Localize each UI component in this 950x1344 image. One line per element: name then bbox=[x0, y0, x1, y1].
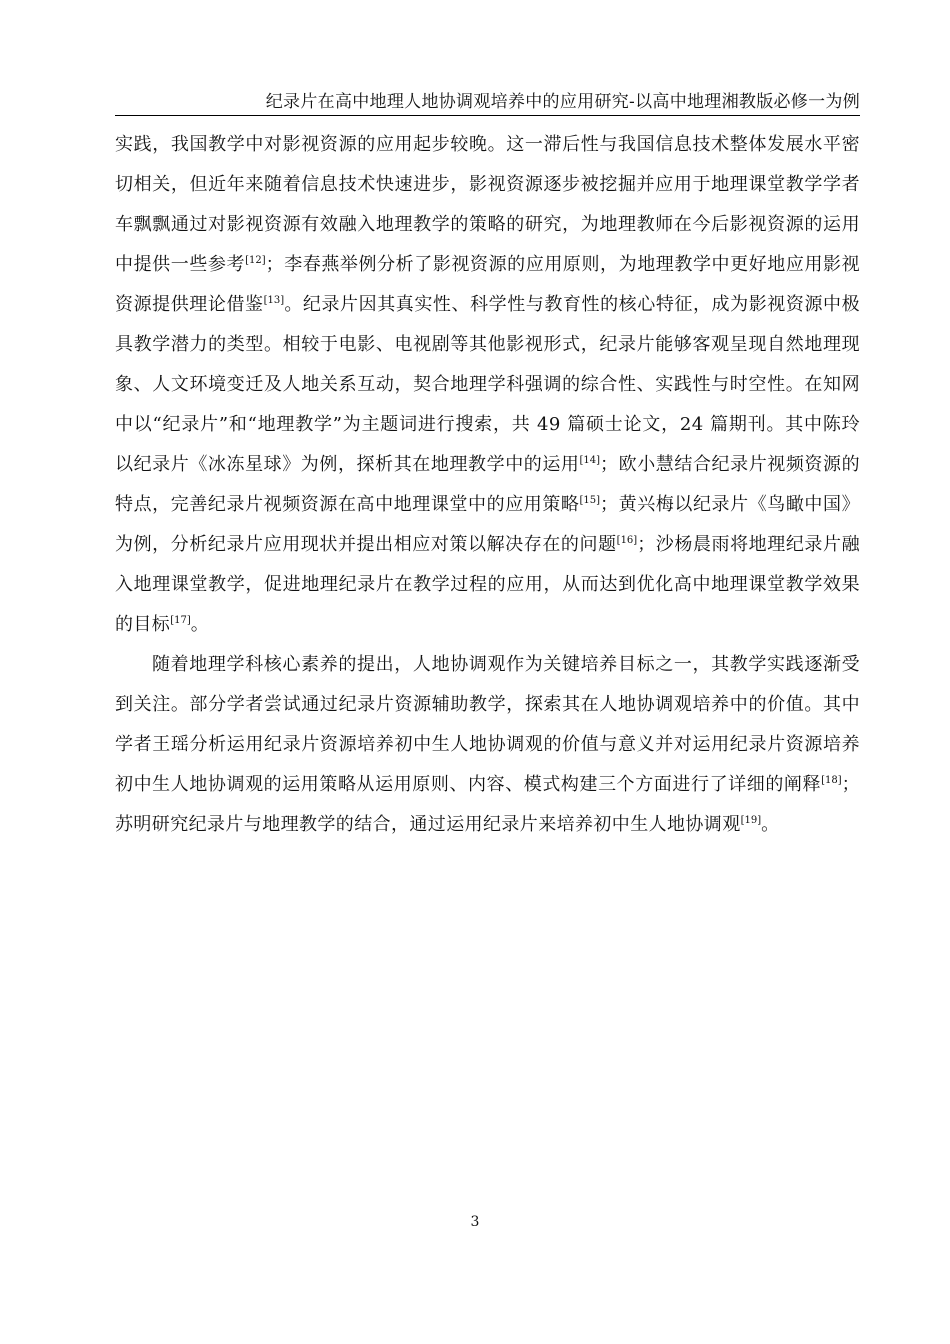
paragraph-text: 随着地理学科核心素养的提出，人地协调观作为关键培养目标之一，其教学实践逐渐受到关注。部分学者尝试通过纪录片资源辅助教学，探索其在人地协调观培养中的价值。其中学者王瑶分析运用纪录片资源培养初中生人地协调观的价值与意义并对运用纪录片资源培养初中生人地协调观的运用策略从运用原则、内容、模式构建三个方面进行了详细的阐释 bbox=[115, 654, 860, 795]
page-number: 3 bbox=[470, 1214, 480, 1230]
citation-ref: [17] bbox=[170, 615, 191, 626]
paragraph-text: ；黄兴梅以纪录片《鸟瞰中国》为例，分析纪录片应用现状并提出相应对策以解决存在的问题 bbox=[115, 494, 860, 555]
citation-ref: [16] bbox=[616, 535, 638, 546]
running-header bbox=[115, 92, 860, 116]
paragraph-text: ；沙杨晨雨将地理纪录片融入地理课堂教学，促进地理纪录片在教学过程的应用，从而达到优化高中地理课堂教学效果的目标 bbox=[115, 534, 860, 635]
citation-ref: [18] bbox=[821, 775, 842, 786]
paragraph-2 bbox=[115, 645, 860, 845]
citation-ref: [13] bbox=[263, 295, 285, 306]
citation-ref: [14] bbox=[579, 455, 601, 466]
running-title: 纪录片在高中地理人地协调观培养中的应用研究-以高中地理湘教版必修一为例 bbox=[265, 92, 860, 112]
paragraph-text: 。 bbox=[761, 814, 780, 835]
citation-ref: [19] bbox=[740, 815, 762, 826]
citation-ref: [12] bbox=[245, 255, 266, 266]
paragraph-1 bbox=[115, 125, 860, 645]
paragraph-text: ；李春燕举例分析了影视资源的应用原则，为地理教学中更好地应用影视资源提供理论借鉴 bbox=[115, 254, 861, 315]
paragraph-text: ；苏明研究纪录片与地理教学的结合，通过运用纪录片来培养初中生人地协调观 bbox=[115, 774, 860, 835]
paragraph-text: 。纪录片因其真实性、科学性与教育性的核心特征，成为影视资源中极具教学潜力的类型。相较于电影、电视剧等其他影视形式，纪录片能够客观呈现自然地理现象、人文环境变迁及人地关系互动，契合地理学科强调的综合性、实践性与时空性。在知网中以“纪录片”和“地理教学”为主题词进行搜索，共 49 篇硕士论文，24 篇期刊。其中陈玲以纪录片《冰冻星球》为例，探析其在地理教学中的运用 bbox=[115, 294, 860, 475]
body-text bbox=[115, 125, 860, 845]
paragraph-text: 。 bbox=[190, 614, 210, 635]
paragraph-text: 实践，我国教学中对影视资源的应用起步较晚。这一滞后性与我国信息技术整体发展水平密切相关，但近年来随着信息技术快速进步，影视资源逐步被挖掘并应用于地理课堂教学学者车飘飘通过对影视资源有效融入地理教学的策略的研究，为地理教师在今后影视资源的运用中提供一些参考 bbox=[115, 134, 860, 275]
paragraph-text: ；欧小慧结合纪录片视频资源的特点，完善纪录片视频资源在高中地理课堂中的应用策略 bbox=[115, 454, 860, 515]
citation-ref: [15] bbox=[579, 495, 601, 506]
